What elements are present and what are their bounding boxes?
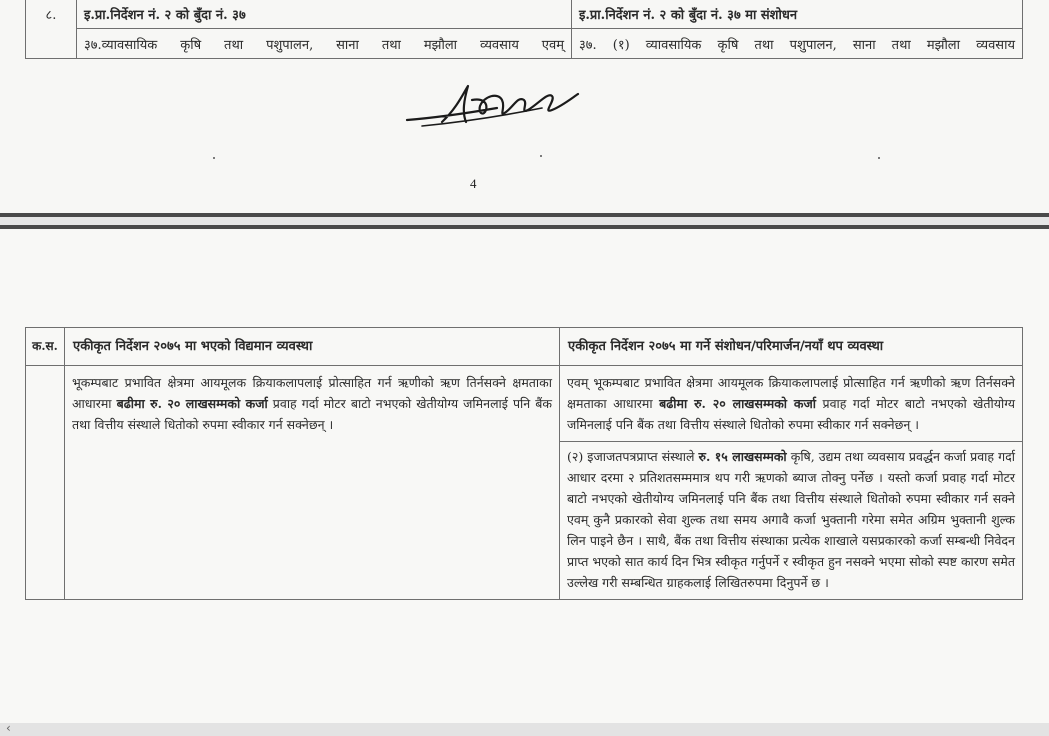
header-serial: [26, 328, 65, 366]
amended-provision-para-1: [567, 372, 1015, 435]
text-span: प्रवाह गर्दा मोटर बाटो नभएको खेतीयोग्य जमिनलाई पनि बैंक तथा वित्तीय संस्थाले धितोको रुपमा स्वीकार गर्न सक्नेछन् ।: [567, 396, 1015, 432]
serial-cell: [26, 0, 77, 59]
serial-number: ८.: [45, 8, 57, 23]
page-separator-inner: [0, 217, 1049, 225]
table-row: [26, 366, 1023, 600]
scan-speck: [213, 157, 215, 159]
header-existing-text: एकीकृत निर्देशन २०७५ मा भएको विद्यमान व्यवस्था: [73, 339, 313, 354]
amended-provision-para-2: [567, 446, 1015, 593]
left-text: ३७.व्यावसायिक कृषि तथा पशुपालन, साना तथा मझौला व्यवसाय एवम्: [84, 38, 564, 53]
document-page-bottom: [0, 229, 1049, 723]
text-span: भूकम्पबाट प्रभावित क्षेत्रमा आयमूलक क्रियाकलापलाई प्रोत्साहित गर्न ऋणीको ऋण तिर्नसक्ने क्षमताका आधारमा: [72, 375, 552, 411]
header-existing: [65, 328, 560, 366]
serial-cell-empty: [26, 366, 65, 600]
left-heading: इ.प्रा.निर्देशन नं. २ को बुँदा नं. ३७: [84, 8, 246, 23]
bold-amount: रु. १५ लाखसम्मको: [698, 449, 787, 464]
existing-provision-cell: [65, 366, 560, 600]
text-span: प्रवाह गर्दा मोटर बाटो नभएको खेतीयोग्य जमिनलाई पनि बैंक तथा वित्तीय संस्थाले धितोको रुपमा स्वीकार गर्न सक्नेछन् ।: [72, 396, 553, 432]
bold-amount: बढीमा रु. २० लाखसम्मको कर्जा: [659, 396, 816, 411]
table-row: [26, 0, 1023, 29]
amendment-table-bottom: [25, 327, 1023, 600]
handwritten-signature: [402, 78, 582, 138]
scan-speck: [878, 157, 880, 159]
text-span: कृषि, उद्यम तथा व्यवसाय प्रवर्द्धन कर्जा प्रवाह गर्दा आधार दरमा २ प्रतिशतसम्ममात्र थप गरी ऋणको ब्याज तोक्नु पर्नेछ । यस्तो कर्जा प्रवाह गर्दा मोटर बाटो नभएको खेतीयोग्य जमिनलाई पनि बैंक तथा वित्तीय संस्थाले धितोको रुपमा स्वीकार गर्न सक्ने एवम् कुनै प्रकारको सेवा शुल्क तथा समय अगावै कर्जा भुक्तानी गरेमा समेत अग्रिम भुक्तानी शुल्क लिन पाइने छैन । साथै, बैंक तथा वित्तीय संस्थाका प्रत्येक शाखाले यसप्रकारको कर्जा सम्बन्धी निवेदन प्राप्त भएको सात कार्य दिन भित्र स्वीकृत गर्नुपर्ने र स्वीकृत हुन नसक्ने भएमा सोको स्पष्ट कारण समेत उल्लेख गरी सम्बन्धित ग्राहकलाई लिखितरुपमा दिनुपर्ने छ ।: [567, 449, 1016, 590]
right-heading-cell: [572, 0, 1023, 29]
amended-provision-cell: [560, 366, 1023, 600]
right-text: ३७. (१) व्यावसायिक कृषि तथा पशुपालन, साना तथा मझौला व्यवसाय: [579, 38, 1015, 53]
bold-amount: बढीमा रु. २० लाखसम्मको कर्जा: [116, 396, 268, 411]
table-row: [26, 29, 1023, 59]
header-amendment-text: एकीकृत निर्देशन २०७५ मा गर्ने संशोधन/परिमार्जन/नयाँ थप व्यवस्था: [568, 339, 884, 354]
left-text-cell: [77, 29, 572, 59]
header-serial-text: क.स.: [32, 339, 58, 353]
left-heading-cell: [77, 0, 572, 29]
right-heading: इ.प्रा.निर्देशन नं. २ को बुँदा नं. ३७ मा संशोधन: [579, 8, 798, 23]
chevron-left-icon[interactable]: ‹: [6, 721, 11, 735]
right-text-cell: [572, 29, 1023, 59]
existing-provision-text: [72, 372, 552, 435]
page-separator: [0, 213, 1049, 229]
table-header-row: [26, 328, 1023, 366]
text-span: (२) इजाजतपत्रप्राप्त संस्थाले: [567, 449, 699, 464]
amendment-table-top: [25, 0, 1023, 59]
amended-provision-subsection: [560, 441, 1022, 593]
document-page-top: [0, 0, 1049, 213]
page-number: 4: [470, 176, 477, 191]
scan-speck: [540, 155, 542, 157]
header-amendment: [560, 328, 1023, 366]
text-span: एवम् भूकम्पबाट प्रभावित क्षेत्रमा आयमूलक क्रियाकलापलाई प्रोत्साहित गर्न ऋणीको ऋण तिर्नसक्ने क्षमताका आधारमा: [567, 375, 1015, 411]
horizontal-scrollbar[interactable]: [0, 723, 1049, 736]
